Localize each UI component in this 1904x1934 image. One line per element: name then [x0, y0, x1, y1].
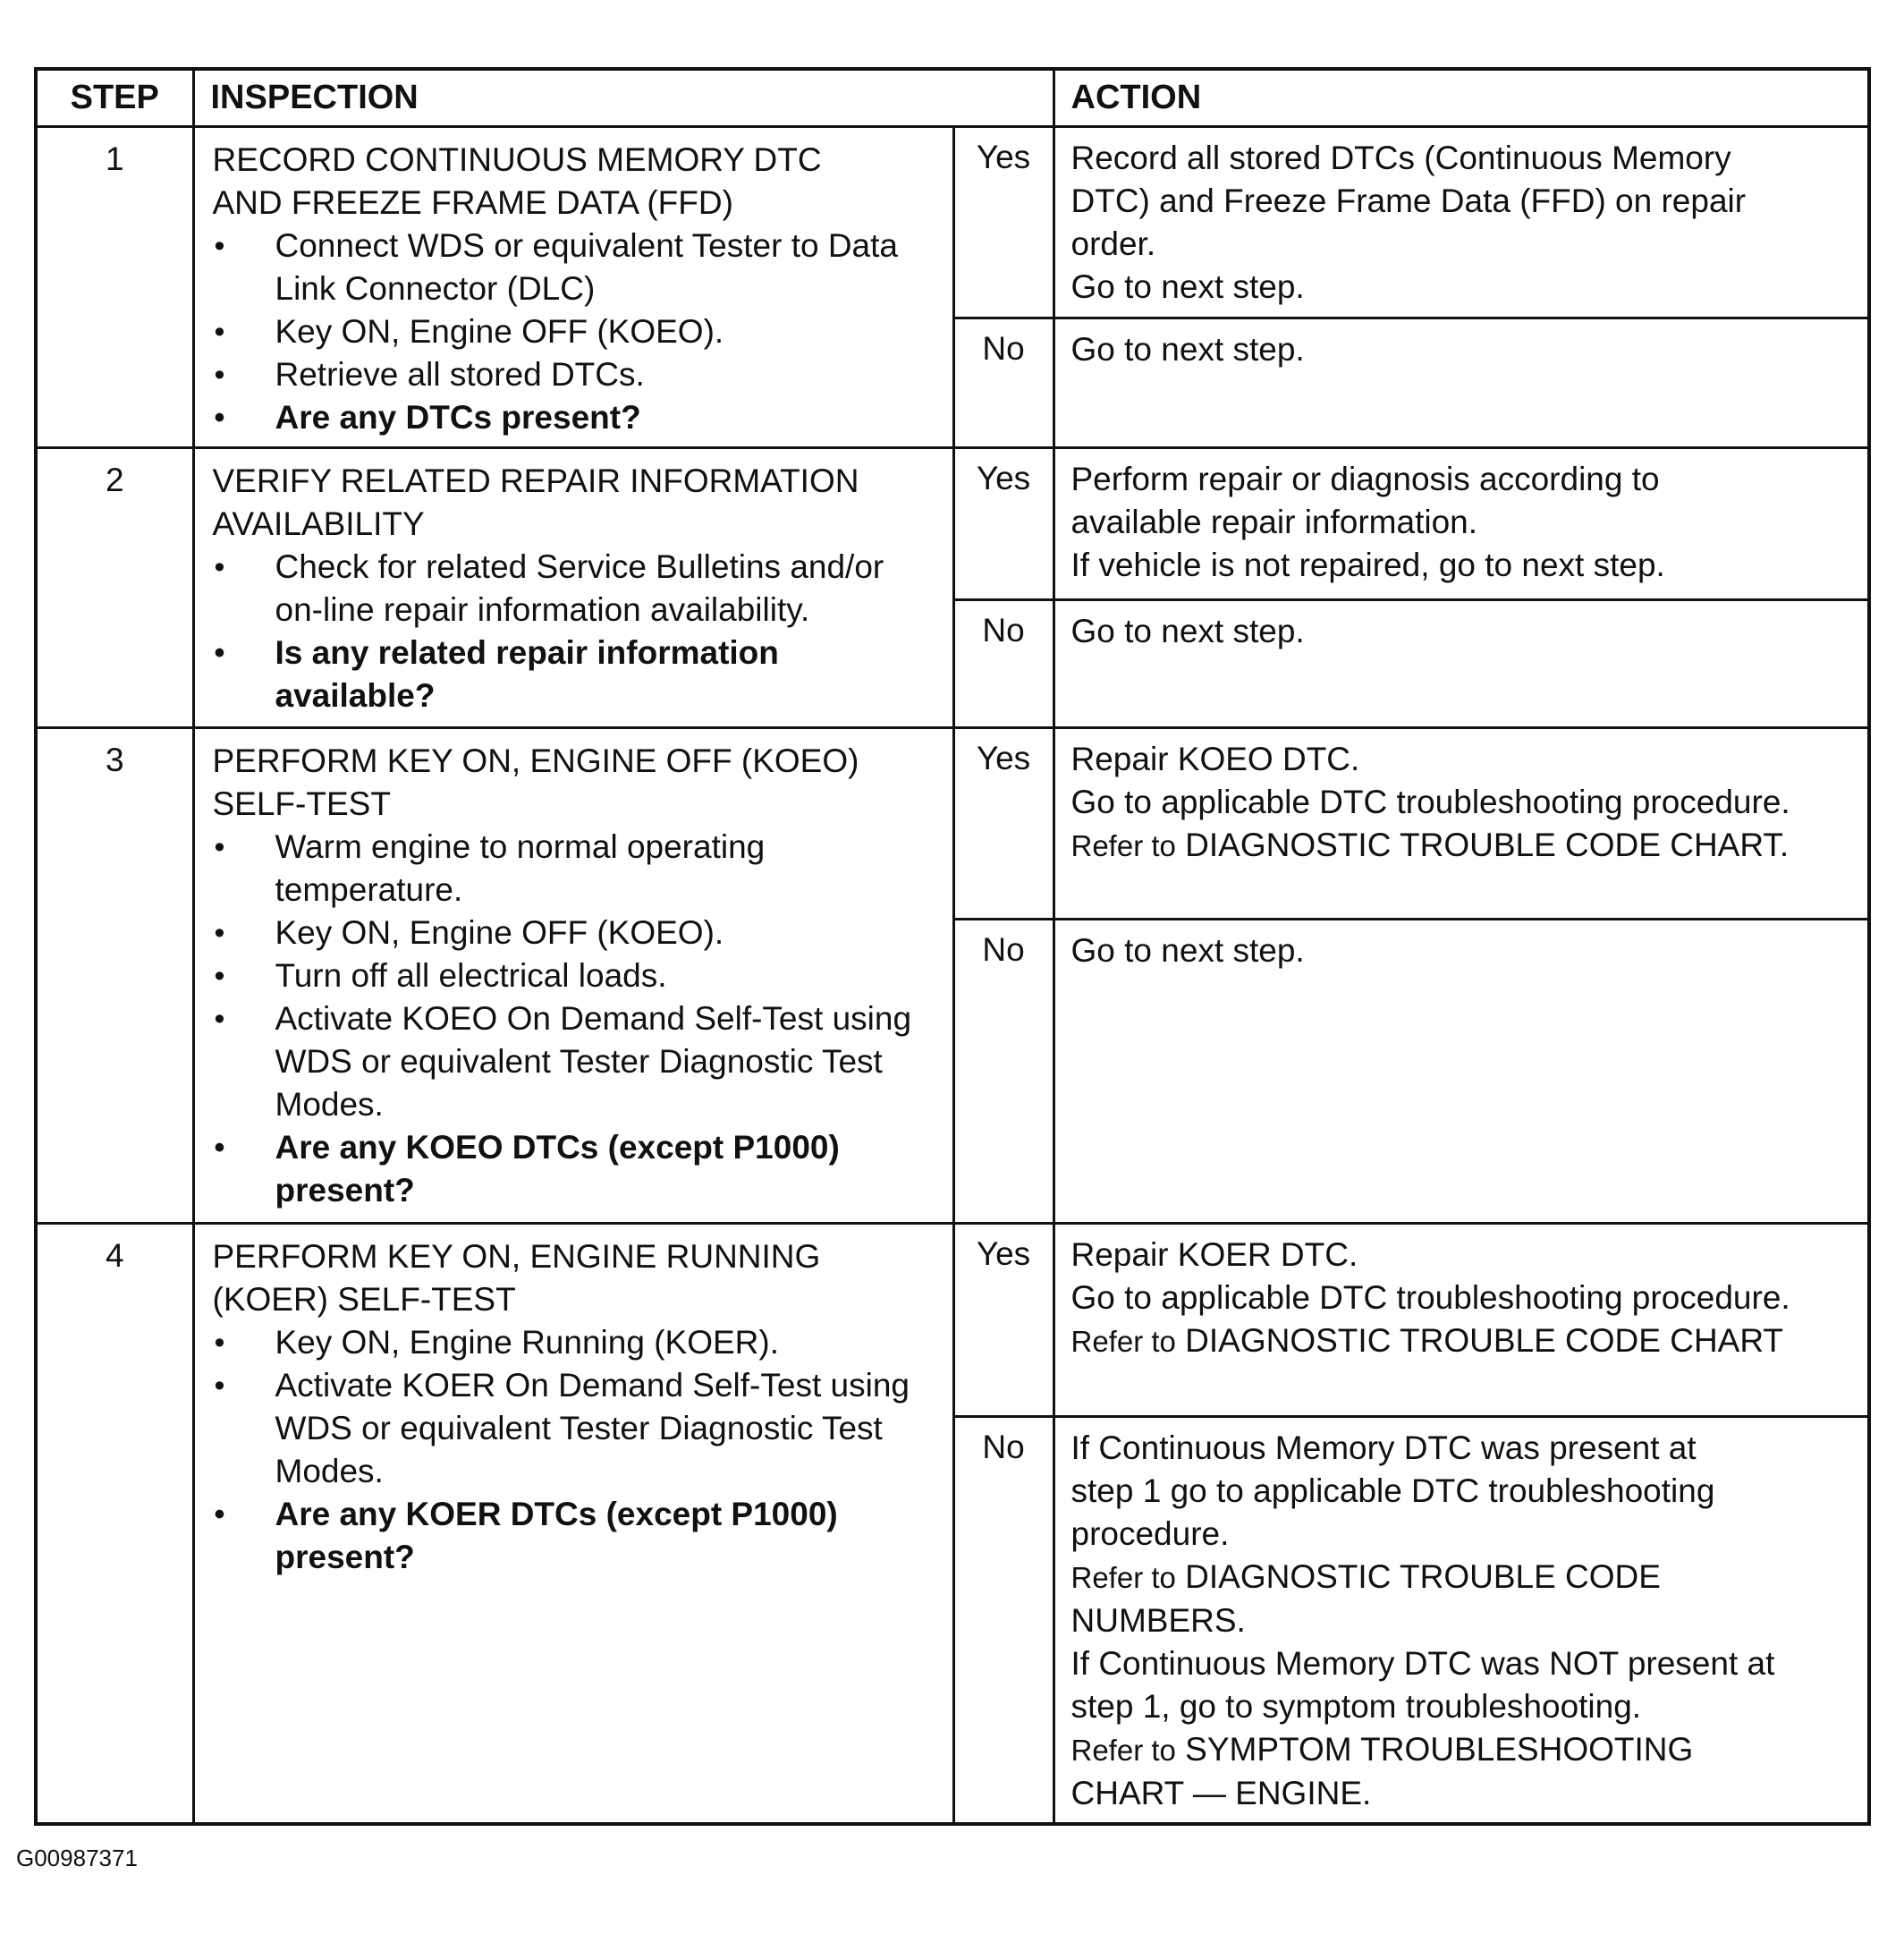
refer-line — [1071, 1556, 1861, 1599]
yes-label: Yes — [953, 126, 1054, 318]
inspection-title: SELF-TEST — [212, 785, 391, 822]
bullet-item: • Key ON, Engine Running (KOER). — [213, 1321, 940, 1364]
bullet-question: • Are any DTCs present? — [213, 396, 940, 439]
action-line: Record all stored DTCs (Continuous Memory — [1070, 139, 1731, 176]
header-inspection: INSPECTION — [193, 69, 1054, 126]
table-row — [36, 1223, 1869, 1416]
refer-target: DIAGNOSTIC TROUBLE CODE — [1185, 1557, 1661, 1595]
action-line: Go to applicable DTC troubleshooting procedure. — [1070, 1278, 1790, 1316]
header-action: ACTION — [1054, 69, 1869, 126]
bullet-item: • Key ON, Engine OFF (KOEO). — [213, 912, 940, 954]
action-line: DTC) and Freeze Frame Data (FFD) on repair — [1070, 182, 1747, 219]
refer-target: DIAGNOSTIC TROUBLE CODE CHART. — [1185, 826, 1790, 863]
bullet-item: • Connect WDS or equivalent Tester to Data Link Connector (DLC) — [213, 225, 940, 310]
action-line: Go to applicable DTC troubleshooting procedure. — [1070, 783, 1790, 820]
action-line: step 1 go to applicable DTC troubleshooting — [1070, 1472, 1715, 1509]
refer-prefix: Refer to — [1070, 1733, 1176, 1767]
action-line: Repair KOER DTC. — [1070, 1235, 1358, 1273]
figure-id: G00987371 — [16, 1845, 138, 1871]
refer-prefix: Refer to — [1070, 1560, 1176, 1594]
inspection-bullets — [213, 826, 940, 1212]
no-label: No — [953, 318, 1054, 447]
diagnostic-procedure-table — [34, 67, 1871, 1826]
table-row — [36, 126, 1869, 318]
no-action — [1054, 599, 1869, 727]
action-line: If Continuous Memory DTC was present at — [1070, 1429, 1697, 1466]
bullet-item: • Retrieve all stored DTCs. — [213, 353, 940, 396]
step-number: 2 — [36, 447, 193, 727]
no-action — [1054, 1416, 1869, 1824]
inspection-cell — [193, 447, 953, 727]
no-action — [1054, 318, 1869, 447]
inspection-bullets — [213, 546, 940, 717]
refer-prefix: Refer to — [1070, 828, 1176, 862]
refer-line — [1071, 824, 1861, 868]
action-line: available repair information. — [1070, 503, 1478, 540]
inspection-bullets — [213, 225, 940, 439]
yes-action — [1054, 1223, 1869, 1416]
inspection-cell — [193, 727, 953, 1223]
refer-line — [1071, 1728, 1861, 1772]
inspection-cell — [193, 1223, 953, 1824]
yes-action — [1054, 126, 1869, 318]
inspection-title: (KOER) SELF-TEST — [212, 1280, 516, 1318]
inspection-title: RECORD CONTINUOUS MEMORY DTC — [212, 140, 822, 178]
inspection-title: PERFORM KEY ON, ENGINE RUNNING — [212, 1237, 821, 1275]
refer-target-cont: NUMBERS. — [1070, 1601, 1246, 1639]
bullet-question: • Is any related repair information available? — [213, 632, 940, 717]
table-row — [36, 727, 1869, 919]
refer-line — [1071, 1319, 1861, 1363]
action-line: Go to next step. — [1070, 330, 1305, 368]
yes-label: Yes — [953, 727, 1054, 919]
no-label: No — [953, 919, 1054, 1223]
yes-label: Yes — [953, 447, 1054, 599]
action-line: step 1, go to symptom troubleshooting. — [1070, 1687, 1642, 1725]
table-header-row — [36, 69, 1869, 126]
action-line: Go to next step. — [1070, 612, 1305, 649]
bullet-item: • Activate KOER On Demand Self-Test using WDS or equivalent Tester Diagnostic Test Modes. — [213, 1364, 940, 1493]
no-action — [1054, 919, 1869, 1223]
yes-label: Yes — [953, 1223, 1054, 1416]
no-label: No — [953, 1416, 1054, 1824]
inspection-title: AVAILABILITY — [212, 505, 425, 542]
refer-target-cont: CHART — ENGINE. — [1070, 1774, 1372, 1811]
header-step: STEP — [36, 69, 193, 126]
yes-action — [1054, 727, 1869, 919]
bullet-item: • Activate KOEO On Demand Self-Test using WDS or equivalent Tester Diagnostic Test Modes. — [213, 997, 940, 1126]
inspection-title: AND FREEZE FRAME DATA (FFD) — [212, 183, 733, 221]
bullet-item: • Key ON, Engine OFF (KOEO). — [213, 310, 940, 353]
inspection-bullets — [213, 1321, 940, 1579]
refer-prefix: Refer to — [1070, 1324, 1176, 1358]
action-line: Perform repair or diagnosis according to — [1070, 460, 1660, 497]
inspection-title: PERFORM KEY ON, ENGINE OFF (KOEO) — [212, 742, 859, 779]
action-line: procedure. — [1070, 1514, 1230, 1552]
yes-action — [1054, 447, 1869, 599]
bullet-question: • Are any KOER DTCs (except P1000) present? — [213, 1493, 940, 1579]
step-number: 3 — [36, 727, 193, 1223]
bullet-item: • Turn off all electrical loads. — [213, 954, 940, 997]
inspection-title: VERIFY RELATED REPAIR INFORMATION — [212, 462, 859, 499]
step-number: 1 — [36, 126, 193, 447]
table-row — [36, 447, 1869, 599]
bullet-item: • Warm engine to normal operating temperature. — [213, 826, 940, 912]
action-line: order. — [1070, 225, 1156, 262]
inspection-cell — [193, 126, 953, 447]
action-line: If vehicle is not repaired, go to next step. — [1070, 546, 1665, 583]
bullet-item: • Check for related Service Bulletins and/or on-line repair information availability. — [213, 546, 940, 632]
refer-target: DIAGNOSTIC TROUBLE CODE CHART — [1185, 1321, 1784, 1359]
action-line: Repair KOEO DTC. — [1070, 740, 1360, 777]
bullet-question: • Are any KOEO DTCs (except P1000) present? — [213, 1126, 940, 1212]
action-line: Go to next step. — [1070, 931, 1305, 969]
action-line: If Continuous Memory DTC was NOT present at — [1070, 1644, 1775, 1682]
action-line: Go to next step. — [1070, 267, 1305, 305]
refer-target: SYMPTOM TROUBLESHOOTING — [1185, 1730, 1694, 1768]
step-number: 4 — [36, 1223, 193, 1824]
no-label: No — [953, 599, 1054, 727]
